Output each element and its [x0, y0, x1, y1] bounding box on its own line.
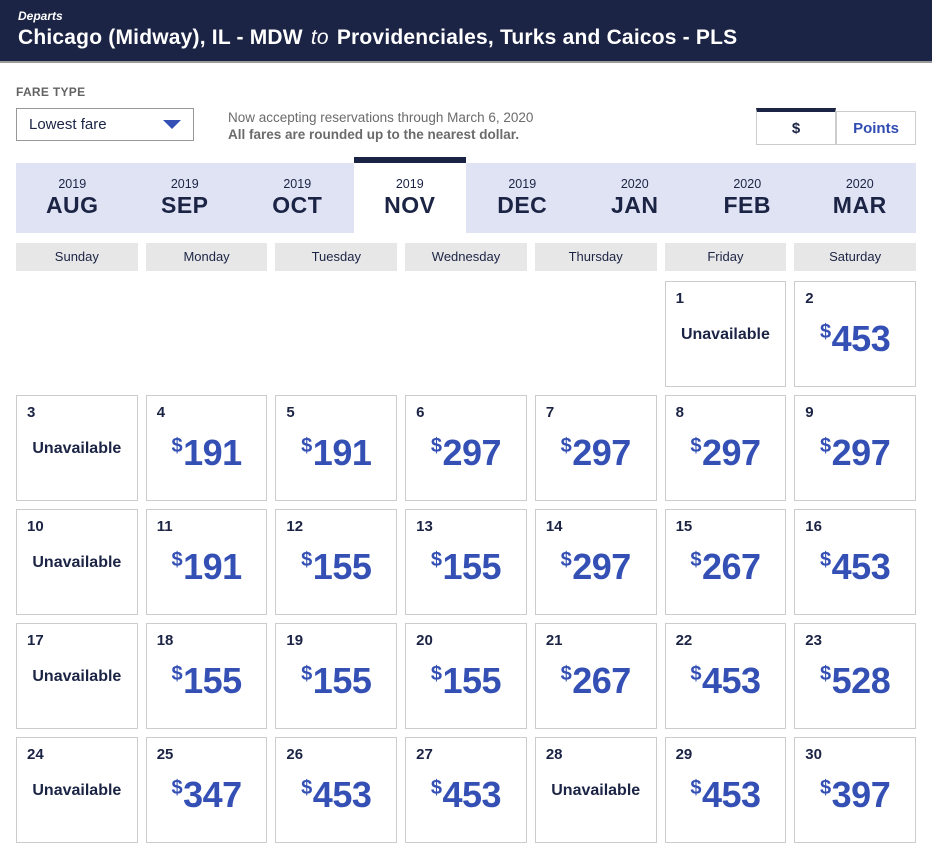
date-number: 28 — [545, 746, 563, 763]
empty-cell — [405, 281, 527, 387]
day-cell-8[interactable] — [665, 395, 787, 501]
reservation-notice-line1: Now accepting reservations through March 6, 2020 — [228, 110, 534, 125]
date-number: 15 — [675, 518, 693, 535]
date-number: 10 — [27, 518, 44, 535]
day-cell-12[interactable] — [275, 509, 397, 615]
date-number: 9 — [805, 404, 814, 421]
date-number: 14 — [545, 518, 563, 535]
date-number: 6 — [416, 404, 425, 421]
empty-cell — [146, 281, 268, 387]
date-number: 2 — [805, 290, 814, 307]
currency-symbol: $ — [690, 435, 701, 457]
currency-symbol: $ — [430, 435, 442, 457]
empty-cell — [535, 281, 657, 387]
currency-symbol: $ — [301, 549, 312, 571]
month-tab-year: 2019 — [58, 177, 87, 191]
fare-price: $297 — [820, 432, 891, 473]
day-cell-9[interactable] — [794, 395, 916, 501]
day-cell-11[interactable] — [146, 509, 268, 615]
fare-price: $267 — [560, 660, 631, 701]
currency-toggle — [756, 108, 916, 145]
currency-symbol: $ — [820, 321, 831, 343]
currency-symbol: $ — [820, 435, 831, 457]
currency-symbol: $ — [430, 777, 442, 799]
date-number: 17 — [27, 632, 44, 649]
month-tab-month: DEC — [497, 192, 548, 218]
date-number: 21 — [545, 632, 563, 649]
month-tab-year: 2019 — [170, 177, 199, 191]
fare-price: $155 — [430, 546, 502, 587]
currency-symbol: $ — [171, 435, 183, 457]
day-cell-15[interactable] — [665, 509, 787, 615]
fare-price: $347 — [171, 774, 242, 815]
fare-price: $297 — [430, 432, 502, 473]
unavailable-label: Unavailable — [32, 782, 122, 799]
currency-symbol: $ — [690, 777, 701, 799]
month-tab-aug[interactable] — [16, 163, 129, 233]
fare-price: $453 — [301, 774, 372, 815]
route-to-word: to — [310, 26, 329, 49]
month-tab-year: 2020 — [733, 177, 762, 191]
fare-type-label: FARE TYPE — [16, 85, 86, 99]
departs-label: Departs — [18, 9, 63, 23]
calendar-grid — [16, 281, 916, 843]
fare-type-dropdown[interactable] — [16, 108, 194, 141]
day-cell-4[interactable] — [146, 395, 268, 501]
unavailable-label: Unavailable — [32, 440, 122, 457]
month-tab-month: NOV — [384, 192, 436, 218]
fare-price: $155 — [430, 660, 502, 701]
day-cell-16[interactable] — [794, 509, 916, 615]
month-tab-year: 2019 — [395, 177, 424, 191]
currency-tab-points[interactable]: Points — [836, 111, 916, 145]
day-cell-26[interactable] — [275, 737, 397, 843]
date-number: 1 — [675, 290, 684, 307]
date-number: 29 — [675, 746, 693, 763]
fare-price: $155 — [171, 660, 242, 701]
fare-price: $191 — [301, 432, 372, 473]
day-cell-19[interactable] — [275, 623, 397, 729]
currency-symbol: $ — [171, 549, 183, 571]
month-tab-year: 2020 — [620, 177, 649, 191]
fare-price: $155 — [301, 546, 372, 587]
date-number: 19 — [286, 632, 304, 649]
date-number: 5 — [286, 404, 295, 421]
route-origin: Chicago (Midway), IL - MDW — [18, 26, 303, 49]
day-cell-25[interactable] — [146, 737, 268, 843]
chevron-down-icon — [163, 120, 181, 129]
fare-type-selected-value: Lowest fare — [29, 116, 107, 133]
day-cell-5[interactable] — [275, 395, 397, 501]
day-cell-28 — [535, 737, 657, 843]
currency-symbol: $ — [560, 435, 572, 457]
weekday-header-saturday: Saturday — [794, 243, 916, 271]
date-number: 26 — [286, 746, 304, 763]
month-tab-jan[interactable] — [579, 163, 692, 233]
date-number: 22 — [675, 632, 693, 649]
month-tab-month: SEP — [160, 192, 209, 218]
day-cell-7[interactable] — [535, 395, 657, 501]
currency-symbol: $ — [171, 777, 183, 799]
day-cell-27[interactable] — [405, 737, 527, 843]
currency-symbol: $ — [820, 549, 831, 571]
currency-symbol: $ — [430, 549, 442, 571]
fare-price: $297 — [560, 432, 631, 473]
day-cell-10 — [16, 509, 138, 615]
date-number: 13 — [416, 518, 433, 535]
currency-symbol: $ — [560, 663, 572, 685]
day-cell-2[interactable] — [794, 281, 916, 387]
day-cell-17 — [16, 623, 138, 729]
unavailable-label: Unavailable — [551, 782, 641, 799]
date-number: 8 — [675, 404, 684, 421]
low-fare-calendar — [0, 85, 932, 843]
fare-price: $453 — [820, 546, 891, 587]
currency-symbol: $ — [820, 777, 831, 799]
currency-symbol: $ — [301, 435, 312, 457]
date-number: 18 — [156, 632, 174, 649]
weekday-header-wednesday: Wednesday — [405, 243, 527, 271]
month-tab-month: JAN — [610, 192, 659, 218]
month-tab-sep[interactable] — [129, 163, 242, 233]
day-cell-30[interactable] — [794, 737, 916, 843]
day-cell-14[interactable] — [535, 509, 657, 615]
month-tab-month: OCT — [272, 192, 323, 218]
day-cell-1 — [665, 281, 787, 387]
fare-price: $155 — [301, 660, 372, 701]
empty-cell — [16, 281, 138, 387]
currency-symbol: $ — [301, 777, 312, 799]
day-cell-18[interactable] — [146, 623, 268, 729]
day-cell-29[interactable] — [665, 737, 787, 843]
fare-price: $267 — [690, 546, 761, 587]
date-number: 7 — [545, 404, 555, 421]
date-number: 23 — [805, 632, 822, 649]
fare-price: $453 — [690, 774, 761, 815]
route-destination: Providenciales, Turks and Caicos - PLS — [336, 26, 738, 49]
month-tab-month: AUG — [45, 192, 99, 218]
empty-cell — [275, 281, 397, 387]
month-tab-feb[interactable] — [691, 163, 804, 233]
weekday-header-sunday: Sunday — [16, 243, 138, 271]
month-tab-dec[interactable] — [466, 163, 579, 233]
weekday-header-monday: Monday — [146, 243, 268, 271]
month-tab-nov[interactable] — [354, 157, 467, 233]
month-tab-month: MAR — [832, 192, 887, 218]
fare-price: $191 — [171, 432, 242, 473]
currency-symbol: $ — [171, 663, 183, 685]
date-number: 16 — [805, 518, 822, 535]
weekday-header-tuesday: Tuesday — [275, 243, 397, 271]
controls-row — [16, 108, 916, 145]
route-title — [18, 26, 932, 50]
fare-price: $453 — [820, 318, 891, 359]
currency-symbol: $ — [301, 663, 312, 685]
weekday-header-friday: Friday — [665, 243, 787, 271]
day-cell-6[interactable] — [405, 395, 527, 501]
currency-symbol: $ — [430, 663, 442, 685]
day-cell-3 — [16, 395, 138, 501]
date-number: 4 — [156, 404, 166, 421]
day-cell-21[interactable] — [535, 623, 657, 729]
route-header — [0, 0, 932, 63]
date-number: 25 — [156, 746, 174, 763]
month-tab-year: 2020 — [845, 177, 874, 191]
currency-symbol: $ — [560, 549, 572, 571]
date-number: 24 — [27, 746, 44, 763]
day-cell-22[interactable] — [665, 623, 787, 729]
date-number: 11 — [156, 518, 173, 535]
fare-price: $297 — [690, 432, 761, 473]
currency-symbol: $ — [690, 663, 701, 685]
date-number: 12 — [286, 518, 304, 535]
reservation-notice-line2: All fares are rounded up to the nearest dollar. — [228, 127, 520, 142]
unavailable-label: Unavailable — [680, 326, 770, 343]
fare-price: $528 — [820, 660, 891, 701]
date-number: 27 — [416, 746, 433, 763]
month-tab-mar[interactable] — [804, 163, 917, 233]
currency-tab-dollar[interactable]: $ — [756, 108, 836, 145]
month-tab-year: 2019 — [283, 177, 312, 191]
day-cell-20[interactable] — [405, 623, 527, 729]
day-cell-24 — [16, 737, 138, 843]
day-cell-13[interactable] — [405, 509, 527, 615]
fare-price: $397 — [820, 774, 891, 815]
date-number: 30 — [805, 746, 822, 763]
weekday-header-row — [16, 243, 916, 271]
currency-symbol: $ — [690, 549, 701, 571]
fare-price: $191 — [171, 546, 242, 587]
date-number: 3 — [27, 404, 36, 421]
date-number: 20 — [416, 632, 433, 649]
month-tab-oct[interactable] — [241, 163, 354, 233]
fare-price: $297 — [560, 546, 631, 587]
unavailable-label: Unavailable — [32, 668, 122, 685]
month-tab-month: FEB — [723, 192, 771, 218]
weekday-header-thursday: Thursday — [535, 243, 657, 271]
fare-price: $453 — [430, 774, 502, 815]
month-tab-strip — [16, 163, 916, 233]
day-cell-23[interactable] — [794, 623, 916, 729]
unavailable-label: Unavailable — [32, 554, 122, 571]
month-tab-year: 2019 — [508, 177, 537, 191]
currency-symbol: $ — [820, 663, 831, 685]
fare-price: $453 — [690, 660, 761, 701]
reservation-notice — [228, 109, 533, 143]
